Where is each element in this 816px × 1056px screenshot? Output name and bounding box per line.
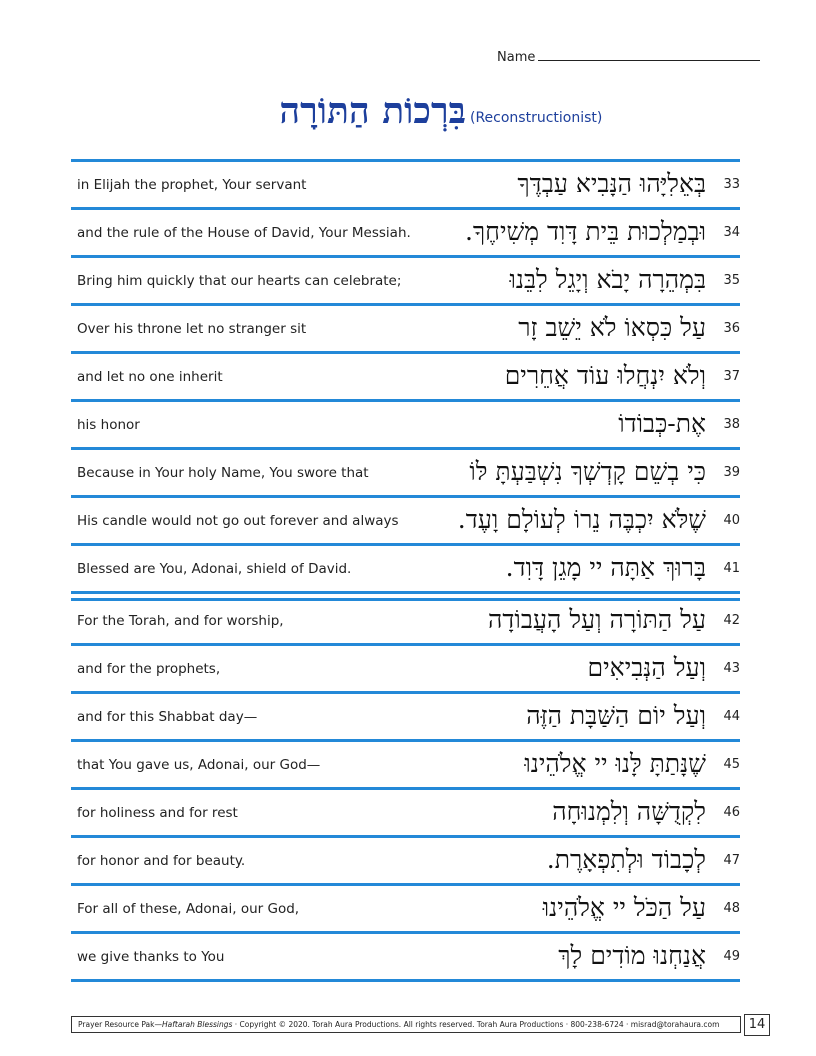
page-subtitle: (Reconstructionist) bbox=[470, 110, 603, 126]
line-number: 39 bbox=[723, 465, 740, 480]
line-number: 49 bbox=[723, 949, 740, 964]
blessing-lines bbox=[71, 159, 740, 982]
hebrew-text: בִּמְהֵרָה יָבֹא וְיָגֵל לִבֵּנוּ bbox=[509, 265, 706, 294]
line-number: 42 bbox=[723, 613, 740, 628]
english-translation: for holiness and for rest bbox=[77, 805, 238, 821]
hebrew-text: אֶת-כְּבוֹדוֹ bbox=[618, 409, 706, 438]
page-number: 14 bbox=[744, 1014, 770, 1036]
line-number: 48 bbox=[723, 901, 740, 916]
footer-credits bbox=[71, 1016, 741, 1033]
line-number: 46 bbox=[723, 805, 740, 820]
line-row bbox=[71, 450, 740, 495]
line-row bbox=[71, 838, 740, 883]
line-number: 37 bbox=[723, 369, 740, 384]
line-row bbox=[71, 258, 740, 303]
english-translation: For the Torah, and for worship, bbox=[77, 613, 284, 629]
hebrew-text: אֲנַחְנוּ מוֹדִים לָךְ bbox=[558, 941, 706, 970]
line-row bbox=[71, 790, 740, 835]
row-divider bbox=[71, 979, 740, 982]
english-translation: Blessed are You, Adonai, shield of David. bbox=[77, 561, 352, 577]
english-translation: and for this Shabbat day— bbox=[77, 709, 258, 725]
line-row bbox=[71, 694, 740, 739]
line-number: 47 bbox=[723, 853, 740, 868]
name-label: Name bbox=[497, 50, 536, 65]
line-number: 44 bbox=[723, 709, 740, 724]
english-translation: and for the prophets, bbox=[77, 661, 221, 677]
line-row bbox=[71, 162, 740, 207]
hebrew-text: לְכָבוֹד וּלְתִפְאָרֶת. bbox=[546, 845, 706, 874]
hebrew-text: שֶׁלֹּא יִכְבֶּה נֵרוֹ לְעוֹלָם וָעֶד. bbox=[457, 505, 706, 534]
english-translation: and the rule of the House of David, Your Messiah. bbox=[77, 225, 411, 241]
line-row bbox=[71, 498, 740, 543]
hebrew-text: כִּי בְשֵׁם קָדְשְׁךָ נִשְׁבַּעְתָּ לּוֹ bbox=[469, 457, 706, 486]
section-divider-double bbox=[71, 591, 740, 598]
footer-copyright: · Copyright © 2020. Torah Aura Productions. All rights reserved. Torah Aura Productions · 800-238-6724 · misrad@torahaura.com bbox=[232, 1020, 720, 1029]
footer-prefix: Prayer Resource Pak— bbox=[78, 1020, 162, 1029]
english-translation: and let no one inherit bbox=[77, 369, 223, 385]
line-row bbox=[71, 598, 740, 643]
name-field[interactable] bbox=[497, 48, 760, 65]
english-translation: Because in Your holy Name, You swore that bbox=[77, 465, 369, 481]
hebrew-text: עַל הַתּוֹרָה וְעַל הָעֲבוֹדָה bbox=[488, 605, 706, 634]
line-row bbox=[71, 402, 740, 447]
hebrew-text: וְעַל הַנְּבִיאִים bbox=[587, 653, 706, 682]
line-row bbox=[71, 306, 740, 351]
hebrew-text: וְעַל יוֹם הַשַּׁבָּת הַזֶּה bbox=[526, 701, 706, 730]
hebrew-text: עַל כִּסְאוֹ לֹא יֵשֵׁב זָר bbox=[518, 313, 706, 342]
english-translation: we give thanks to You bbox=[77, 949, 225, 965]
english-translation: His candle would not go out forever and always bbox=[77, 513, 399, 529]
hebrew-text: וּבְמַלְכוּת בֵּית דָּוִד מְשִׁיחֶךָ. bbox=[464, 217, 706, 246]
footer-title: Haftarah Blessings bbox=[162, 1020, 233, 1029]
hebrew-text: בָּרוּךְ אַתָּה יי מָגֵן דָּוִד. bbox=[505, 553, 706, 582]
english-translation: his honor bbox=[77, 417, 140, 433]
page-header bbox=[0, 88, 816, 138]
line-row bbox=[71, 646, 740, 691]
hebrew-text: שֶׁנָּתַתָּ לָּנוּ יי אֱלֹהֵינוּ bbox=[524, 749, 706, 778]
hebrew-text: עַל הַכֹּל יי אֱלֹהֵינוּ bbox=[542, 893, 706, 922]
line-number: 35 bbox=[723, 273, 740, 288]
line-number: 36 bbox=[723, 321, 740, 336]
line-number: 38 bbox=[723, 417, 740, 432]
english-translation: For all of these, Adonai, our God, bbox=[77, 901, 300, 917]
line-number: 34 bbox=[723, 225, 740, 240]
hebrew-text: לִקְדֻשָּׁה וְלִמְנוּחָה bbox=[552, 797, 706, 826]
line-row bbox=[71, 546, 740, 591]
line-number: 43 bbox=[723, 661, 740, 676]
hebrew-text: וְלֹא יִנְחֲלוּ עוֹד אֲחֵרִים bbox=[504, 361, 706, 390]
name-underline[interactable] bbox=[538, 48, 760, 61]
line-number: 33 bbox=[723, 177, 740, 192]
english-translation: Bring him quickly that our hearts can celebrate; bbox=[77, 273, 402, 289]
line-row bbox=[71, 354, 740, 399]
english-translation: in Elijah the prophet, Your servant bbox=[77, 177, 307, 193]
line-number: 40 bbox=[723, 513, 740, 528]
line-row bbox=[71, 886, 740, 931]
line-row bbox=[71, 934, 740, 979]
line-row bbox=[71, 210, 740, 255]
line-row bbox=[71, 742, 740, 787]
line-number: 41 bbox=[723, 561, 740, 576]
page-title: בִּרְכוֹת הַתּוֹרָה bbox=[279, 90, 466, 132]
english-translation: for honor and for beauty. bbox=[77, 853, 246, 869]
english-translation: that You gave us, Adonai, our God— bbox=[77, 757, 321, 773]
english-translation: Over his throne let no stranger sit bbox=[77, 321, 307, 337]
line-number: 45 bbox=[723, 757, 740, 772]
hebrew-text: בְּאֵלִיָּהוּ הַנָּבִיא עַבְדֶּךָ bbox=[517, 169, 706, 198]
